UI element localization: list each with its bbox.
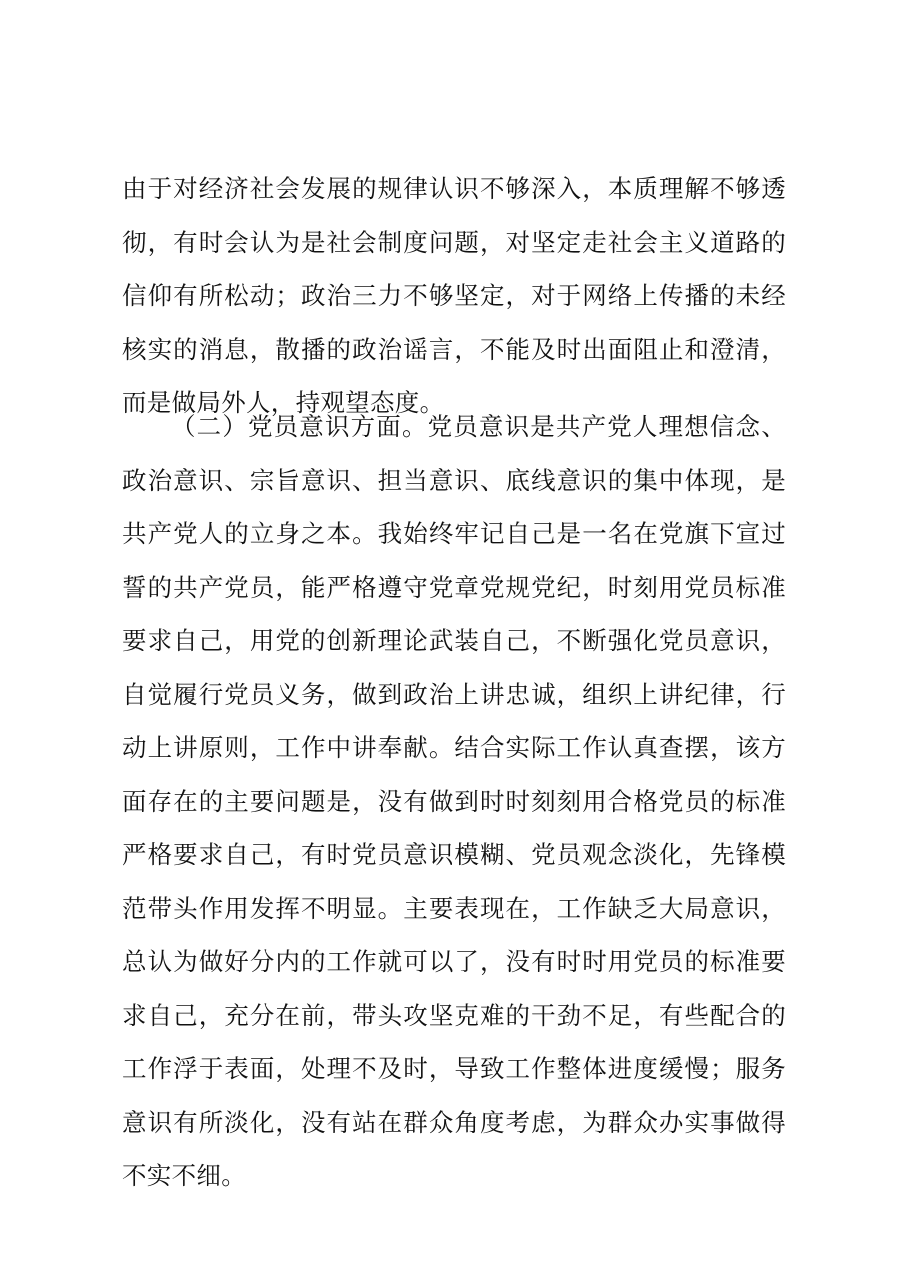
paragraph-continued: [122, 162, 786, 430]
paragraph-party-awareness: [122, 400, 786, 1203]
paragraph-text: （二）党员意识方面。党员意识是共产党人理想信念、政治意识、宗旨意识、担当意识、底线意识的集中体现，是共产党人的立身之本。我始终牢记自己是一名在党旗下宣过誓的共产党员，能严格遵守党章党规党纪，时刻用党员标准要求自己，用党的创新理论武装自己，不断强化党员意识，自觉履行党员义务，做到政治上讲忠诚，组织上讲纪律，行动上讲原则，工作中讲奉献。结合实际工作认真查摆，该方面存在的主要问题是，没有做到时时刻刻用合格党员的标准严格要求自己，有时党员意识模糊、党员观念淡化，先锋模范带头作用发挥不明显。主要表现在，工作缺乏大局意识，总认为做好分内的工作就可以了，没有时时用党员的标准要求自己，充分在前，带头攻坚克难的干劲不足，有些配合的工作浮于表面，处理不及时，导致工作整体进度缓慢；服务意识有所淡化，没有站在群众角度考虑，为群众办实事做得不实不细。: [122, 412, 786, 1190]
paragraph-text: 由于对经济社会发展的规律认识不够深入，本质理解不够透彻，有时会认为是社会制度问题，对坚定走社会主义道路的信仰有所松动；政治三力不够坚定，对于网络上传播的未经核实的消息，散播的政治谣言，不能及时出面阻止和澄清，而是做局外人，持观望态度。: [122, 174, 786, 417]
